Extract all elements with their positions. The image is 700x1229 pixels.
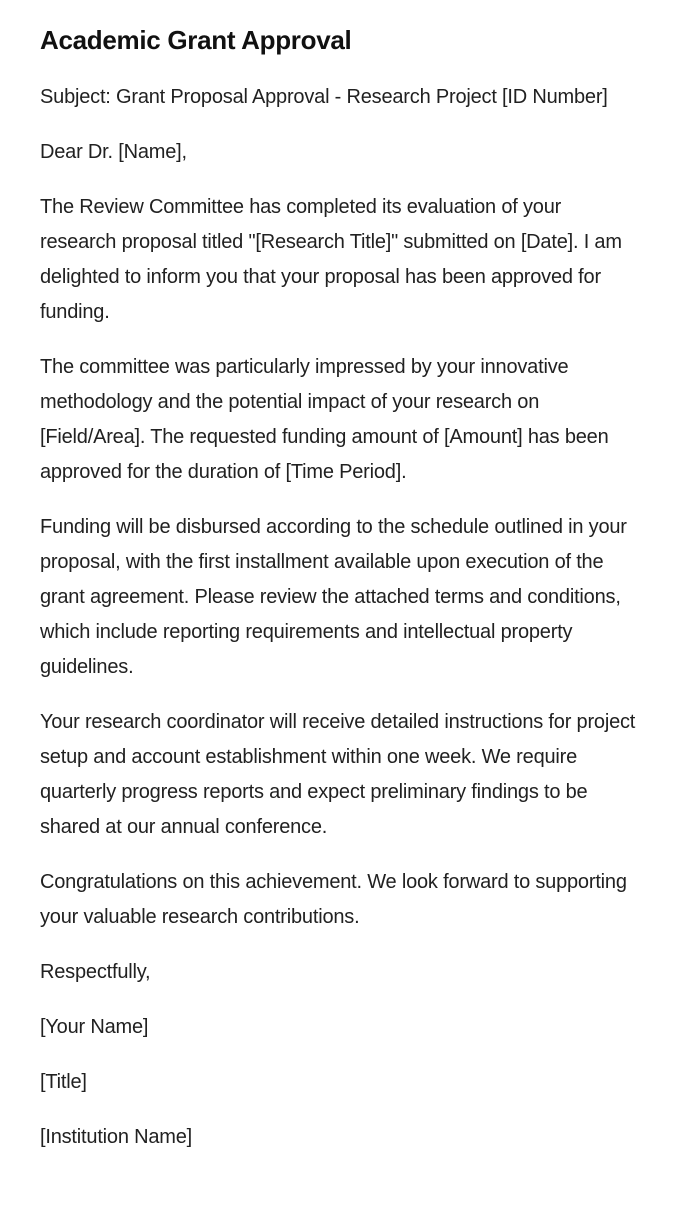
body-paragraph-3: Funding will be disbursed according to the schedule outlined in your proposal, with the first installment available upon execution of the grant agreement. Please review the attached terms and conditions, which include reporting requirements and intellectual property guidelines. bbox=[40, 516, 627, 678]
salutation: Dear Dr. [Name], bbox=[40, 141, 187, 163]
signature-institution: [Institution Name] bbox=[40, 1126, 193, 1148]
signature-title: [Title] bbox=[40, 1071, 87, 1093]
subject-line: Subject: Grant Proposal Approval - Research Project [ID Number] bbox=[40, 86, 608, 108]
signature-name: [Your Name] bbox=[40, 1016, 149, 1038]
body-paragraph-1: The Review Committee has completed its evaluation of your research proposal titled "[Research Title]" submitted on [Date]. I am delighted to inform you that your proposal has been approved for funding. bbox=[40, 196, 622, 323]
body-paragraph-2: The committee was particularly impressed by your innovative methodology and the potential impact of your research on [Field/Area]. The requested funding amount of [Amount] has been approved for the duration of [Time Period]. bbox=[40, 356, 609, 483]
body-paragraph-4: Your research coordinator will receive detailed instructions for project setup and account establishment within one week. We require quarterly progress reports and expect preliminary findings to be shared at our annual conference. bbox=[40, 711, 636, 838]
closing-salutation: Respectfully, bbox=[40, 961, 151, 983]
document-title: Academic Grant Approval bbox=[40, 25, 352, 55]
body-paragraph-5: Congratulations on this achievement. We look forward to supporting your valuable research contributions. bbox=[40, 871, 627, 928]
